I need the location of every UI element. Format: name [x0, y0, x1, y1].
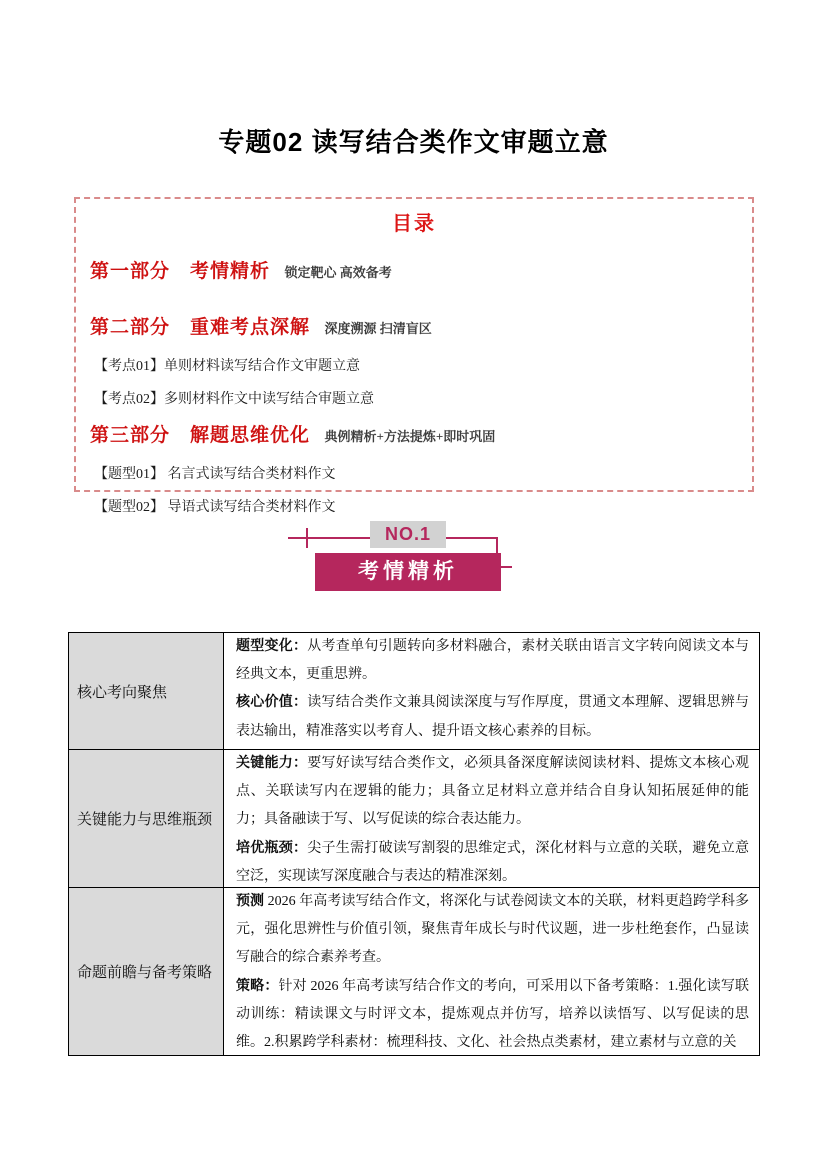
row-header-cell: 命题前瞻与备考策略	[69, 888, 224, 1055]
paragraph-text: 尖子生需打破读写割裂的思维定式，深化材料与立意的关联，避免立意空泛，实现读写深度融合与表达的精准深刻。	[236, 840, 750, 884]
paragraph	[236, 888, 749, 973]
toc-section-2-label: 第二部分 重难考点深解	[90, 317, 311, 338]
paragraph	[236, 633, 749, 689]
banner-title: 考情精析	[315, 553, 501, 591]
toc-section-1	[90, 259, 738, 286]
table-row	[69, 633, 759, 749]
table-row	[69, 887, 759, 1055]
table-row	[69, 749, 759, 887]
row-header-cell: 核心考向聚焦	[69, 633, 224, 749]
toc-section-3-label: 第三部分 解题思维优化	[90, 425, 311, 446]
paragraph-text: 读写结合类作文兼具阅读深度与写作厚度，贯通文本理解、逻辑思辨与表达输出，精准落实以考育人、提升语文核心素养的目标。	[236, 695, 750, 739]
banner-left-cross-tick	[306, 528, 308, 548]
paragraph	[236, 750, 749, 835]
toc-box	[74, 197, 754, 515]
row-header-cell: 关键能力与思维瓶颈	[69, 750, 224, 887]
toc-section-2	[90, 315, 738, 408]
paragraph	[236, 689, 749, 745]
paragraph-label: 预测	[236, 894, 265, 909]
info-table	[68, 632, 760, 1056]
banner-number-badge: NO.1	[370, 521, 446, 548]
paragraph-label: 培优瓶颈：	[236, 840, 308, 856]
row-content-cell	[224, 633, 759, 749]
paragraph-label: 关键能力：	[236, 756, 308, 771]
row-content-cell	[224, 888, 759, 1055]
paragraph	[236, 835, 749, 887]
toc-section-2-subtitle: 深度溯源 扫清盲区	[324, 321, 432, 336]
section-banner	[0, 520, 827, 602]
row-content-cell	[224, 750, 759, 887]
page-title: 专题02 读写结合类作文审题立意	[218, 127, 609, 157]
toc-section-1-subtitle: 锁定靶心 高效备考	[284, 265, 392, 280]
paragraph-text: 针对 2026 年高考读写结合作文的考向，可采用以下备考策略：1.强化读写联动训练：精读课文与时评文本，提炼观点并仿写，培养以读悟写、以写促读的思维。2.积累跨学科素材：梳理科技、文化、社会热点类素材，建立素材与立意的关	[236, 978, 750, 1051]
toc-item-kaodian-01: 【考点01】单则材料读写结合作文审题立意	[94, 359, 360, 374]
toc-heading: 目录	[392, 213, 436, 235]
toc-section-3	[90, 423, 738, 516]
paragraph-text: 2026 年高考读写结合作文，将深化与试卷阅读文本的关联，材料更趋跨学科多元，强化思辨性与价值引领，聚焦青年成长与时代议题，进一步杜绝套作，凸显读写融合的综合素养考查。	[236, 894, 750, 966]
toc-section-1-label: 第一部分 考情精析	[90, 261, 271, 282]
toc-item-tixing-01: 【题型01】 名言式读写结合类材料作文	[94, 467, 336, 482]
paragraph-label: 题型变化：	[236, 639, 308, 654]
paragraph-text: 要写好读写结合类作文，必须具备深度解读阅读材料、提炼文本核心观点、关联读写内在逻辑的能力；具备立足材料立意并结合自身认知拓展延伸的能力；具备融读于写、以写促读的综合表达能力。	[236, 756, 750, 828]
toc-item-kaodian-02: 【考点02】多则材料作文中读写结合审题立意	[94, 392, 374, 407]
toc-section-3-subtitle: 典例精析+方法提炼+即时巩固	[324, 429, 496, 444]
paragraph-label: 核心价值：	[236, 695, 308, 711]
toc-item-tixing-02: 【题型02】 导语式读写结合类材料作文	[94, 500, 336, 515]
paragraph-text: 从考查单句引题转向多材料融合，素材关联由语言文字转向阅读文本与经典文本，更重思辨。	[236, 639, 750, 683]
paragraph-label: 策略：	[236, 978, 279, 994]
paragraph	[236, 973, 749, 1055]
